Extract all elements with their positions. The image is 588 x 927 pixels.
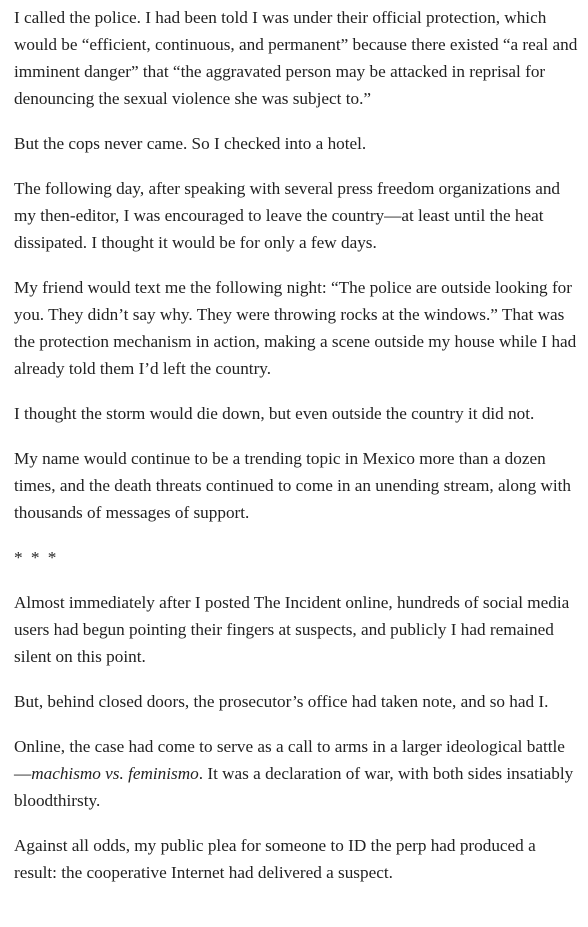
paragraph-call-to-arms-italic: machismo vs. feminismo bbox=[31, 764, 199, 783]
paragraph-prosecutor: But, behind closed doors, the prosecutor’s office had taken note, and so had I. bbox=[14, 692, 549, 711]
paragraph-suspect-delivered: Against all odds, my public plea for someone to ID the perp had produced a result: the cooperative Internet had delivered a suspect. bbox=[14, 836, 536, 882]
paragraph-call-to-arms-text-after: . It was a declaration of war, with both sides insatiably bloodthirsty. bbox=[14, 764, 574, 810]
section-separator: * * * bbox=[14, 548, 59, 567]
paragraph-storm: I thought the storm would die down, but even outside the country it did not. bbox=[14, 404, 535, 423]
paragraph-trending-topic: My name would continue to be a trending topic in Mexico more than a dozen times, and the death threats continued to come in an unending stream, along with thousands of messages of support. bbox=[14, 449, 572, 522]
article-body bbox=[0, 4, 588, 886]
paragraph-friend-text: My friend would text me the following night: “The police are outside looking for you. They didn’t say why. They were throwing rocks at the windows.” That was the protection mechanism in action, making a scene outside my house while I had already told them I’d left the country. bbox=[14, 278, 577, 378]
paragraph-call-to-arms-text-before: Online, the case had come to serve as a call to arms in a larger ideological battle— bbox=[14, 737, 565, 783]
paragraph-leave-country: The following day, after speaking with several press freedom organizations and my then-editor, I was encouraged to leave the country—at least until the heat dissipated. I thought it would be for only a few days. bbox=[14, 179, 561, 252]
paragraph-hotel: But the cops never came. So I checked into a hotel. bbox=[14, 134, 367, 153]
paragraph-call-to-arms bbox=[14, 733, 582, 814]
paragraph-suspects: Almost immediately after I posted The Incident online, hundreds of social media users had begun pointing their fingers at suspects, and publicly I had remained silent on this point. bbox=[14, 593, 570, 666]
paragraph-police-protection: I called the police. I had been told I was under their official protection, which would be “efficient, continuous, and permanent” because there existed “a real and imminent danger” that “the aggravated person may be attacked in reprisal for denouncing the sexual violence she was subject to.” bbox=[14, 8, 578, 108]
